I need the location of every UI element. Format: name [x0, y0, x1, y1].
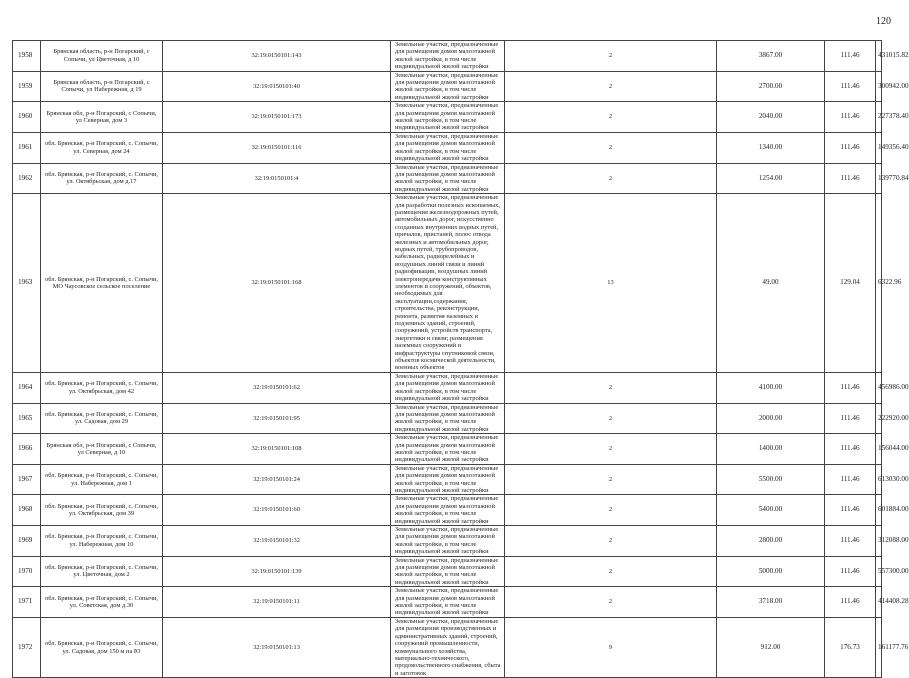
cell-cadastral: 32:19:0150101:62 — [163, 372, 391, 403]
cell-rate: 111.46 — [825, 464, 876, 495]
cell-rate: 129.04 — [825, 194, 876, 373]
cell-category: 2 — [505, 71, 717, 102]
cell-use: Земельные участки, предназначенные для размещения домов малоэтажной жилой застройки, в том числе индивидуальной жилой застройки — [391, 495, 505, 526]
cell-category: 2 — [505, 132, 717, 163]
table-row — [13, 556, 882, 587]
table-row — [13, 495, 882, 526]
cell-address: обл. Брянская, р-н Погарский, с. Сопычи, ул. Садовая, дом 150 м на Ю — [41, 617, 163, 677]
cell-use: Земельные участки, предназначенные для размещения домов малоэтажной жилой застройки, в том числе индивидуальной жилой застройки — [391, 132, 505, 163]
cell-area: 4100.00 — [717, 372, 825, 403]
cell-value: 300942.00 — [876, 71, 882, 102]
cell-use: Земельные участки, предназначенные для размещения домов малоэтажной жилой застройки, в том числе индивидуальной жилой застройки — [391, 556, 505, 587]
cell-area: 1340.00 — [717, 132, 825, 163]
page-number: 120 — [876, 16, 891, 27]
cell-value: 601884.00 — [876, 495, 882, 526]
cell-rate: 111.46 — [825, 372, 876, 403]
cell-num: 1964 — [13, 372, 41, 403]
cell-rate: 111.46 — [825, 132, 876, 163]
cell-cadastral: 32:19:0150101:173 — [163, 102, 391, 133]
cell-category: 2 — [505, 102, 717, 133]
cell-num: 1961 — [13, 132, 41, 163]
cell-num: 1967 — [13, 464, 41, 495]
cell-cadastral: 32:19:0150101:95 — [163, 403, 391, 434]
cell-address: обл. Брянская, р-н Погарский, с. Сопычи, ул. Цветочная, дом 2 — [41, 556, 163, 587]
cell-num: 1959 — [13, 71, 41, 102]
cell-rate: 111.46 — [825, 556, 876, 587]
cell-address: обл. Брянская, р-н Погарский, с. Сопычи, ул. Советская, дом д.30 — [41, 587, 163, 618]
cell-address: Брянская область, р-н Погарский, с Сопычи, ул Набережная, д 19 — [41, 71, 163, 102]
cell-value: 156044.00 — [876, 434, 882, 465]
cell-category: 2 — [505, 526, 717, 557]
cell-use: Земельные участки, предназначенные для размещения домов малоэтажной жилой застройки, в том числе индивидуальной жилой застройки — [391, 587, 505, 618]
cell-cadastral: 32:19:0150101:40 — [163, 71, 391, 102]
cell-category: 2 — [505, 41, 717, 72]
cell-num: 1970 — [13, 556, 41, 587]
cell-use: Земельные участки, предназначенные для размещения домов малоэтажной жилой застройки, в том числе индивидуальной жилой застройки — [391, 41, 505, 72]
cell-num: 1963 — [13, 194, 41, 373]
cell-address: обл. Брянская, р-н Погарский, с. Сопычи, ул. Октябрьская, дом 42 — [41, 372, 163, 403]
cell-cadastral: 32:19:0150101:13 — [163, 617, 391, 677]
table-row — [13, 526, 882, 557]
cell-cadastral: 32:19:0150101:11 — [163, 587, 391, 618]
cell-use: Земельные участки, предназначенные для размещения домов малоэтажной жилой застройки, в том числе индивидуальной жилой застройки — [391, 464, 505, 495]
cell-value: 222920.00 — [876, 403, 882, 434]
cell-use: Земельные участки, предназначенные для размещения производственных и административных зданий, строений, сооружений промышленности, коммунального хозяйства, материально-технического, продовольственного снабжения, сбыта и заготовок — [391, 617, 505, 677]
cell-area: 2040.00 — [717, 102, 825, 133]
cell-address: обл. Брянская, р-н Погарский, с. Сопычи, ул. Садовая, дом 29 — [41, 403, 163, 434]
cell-value: 431015.82 — [876, 41, 882, 72]
cell-rate: 111.46 — [825, 71, 876, 102]
cell-value: 149356.40 — [876, 132, 882, 163]
cell-value: 312088.00 — [876, 526, 882, 557]
cell-rate: 111.46 — [825, 495, 876, 526]
cell-value: 139770.84 — [876, 163, 882, 194]
table-row — [13, 617, 882, 677]
cell-cadastral: 32:19:0150101:168 — [163, 194, 391, 373]
registry-body — [13, 41, 909, 678]
cell-area: 1400.00 — [717, 434, 825, 465]
cell-category: 2 — [505, 495, 717, 526]
table-row — [13, 71, 882, 102]
cell-value: 227378.40 — [876, 102, 882, 133]
table-row — [13, 132, 882, 163]
cell-value: 456986.00 — [876, 372, 882, 403]
cell-use: Земельные участки, предназначенные для размещения домов малоэтажной жилой застройки, в том числе индивидуальной жилой застройки — [391, 102, 505, 133]
table-row — [13, 464, 882, 495]
cell-rate: 111.46 — [825, 434, 876, 465]
cell-cadastral: 32:19:0150101:32 — [163, 526, 391, 557]
cell-category: 2 — [505, 434, 717, 465]
table-row — [13, 194, 882, 373]
cell-area: 49.00 — [717, 194, 825, 373]
table-row — [13, 41, 882, 72]
cell-area: 5500.00 — [717, 464, 825, 495]
cell-cadastral: 32:19:0150101:60 — [163, 495, 391, 526]
cell-address: Брянская область, р-н Погарский, с Сопычи, ул Цветочная, д 10 — [41, 41, 163, 72]
cell-num: 1972 — [13, 617, 41, 677]
table-row — [13, 372, 882, 403]
cell-rate: 176.73 — [825, 617, 876, 677]
cell-use: Земельные участки, предназначенные для размещения домов малоэтажной жилой застройки, в том числе индивидуальной жилой застройки — [391, 434, 505, 465]
cell-num: 1965 — [13, 403, 41, 434]
cell-address: обл. Брянская, р-н Погарский, с. Сопычи, ул. Набережная, дом 1 — [41, 464, 163, 495]
cell-value: 414408.28 — [876, 587, 882, 618]
cell-address: Брянская обл, р-н Погарский, с Сопычи, ул Северная, дом 3 — [41, 102, 163, 133]
cell-address: обл. Брянская, р-н Погарский, с. Сопычи, ул. Октябрьская, дом 39 — [41, 495, 163, 526]
cell-area: 5000.00 — [717, 556, 825, 587]
cell-use: Земельные участки, предназначенные для размещения домов малоэтажной жилой застройки, в том числе индивидуальной жилой застройки — [391, 71, 505, 102]
cell-address: обл. Брянская, р-н Погарский, с. Сопычи, ул. Октябрьская, дом д.17 — [41, 163, 163, 194]
cell-area: 1254.00 — [717, 163, 825, 194]
cell-cadastral: 32:19:0150101:139 — [163, 556, 391, 587]
table-row — [13, 102, 882, 133]
cell-rate: 111.46 — [825, 102, 876, 133]
cell-area: 2000.00 — [717, 403, 825, 434]
cell-rate: 111.46 — [825, 526, 876, 557]
cell-area: 5400.00 — [717, 495, 825, 526]
cell-rate: 111.46 — [825, 163, 876, 194]
cell-category: 9 — [505, 617, 717, 677]
table-row — [13, 403, 882, 434]
cell-cadastral: 32:19:0150101:116 — [163, 132, 391, 163]
cell-rate: 111.46 — [825, 41, 876, 72]
table-row — [13, 434, 882, 465]
cell-value: 161177.76 — [876, 617, 882, 677]
cell-cadastral: 32:19:0150101:108 — [163, 434, 391, 465]
cell-value: 613030.00 — [876, 464, 882, 495]
cell-area: 2800.00 — [717, 526, 825, 557]
cell-use: Земельные участки, предназначенные для размещения домов малоэтажной жилой застройки, в том числе индивидуальной жилой застройки — [391, 163, 505, 194]
land-registry-table — [12, 40, 909, 678]
cell-category: 13 — [505, 194, 717, 373]
cell-cadastral: 32:19:0150101:4 — [163, 163, 391, 194]
cell-num: 1960 — [13, 102, 41, 133]
cell-rate: 111.46 — [825, 403, 876, 434]
cell-use: Земельные участки, предназначенные для размещения домов малоэтажной жилой застройки, в том числе индивидуальной жилой застройки — [391, 526, 505, 557]
cell-category: 2 — [505, 464, 717, 495]
cell-use: Земельные участки, предназначенные для размещения домов малоэтажной жилой застройки, в том числе индивидуальной жилой застройки — [391, 403, 505, 434]
cell-area: 912.00 — [717, 617, 825, 677]
cell-cadastral: 32:19:0150101:143 — [163, 41, 391, 72]
cell-category: 2 — [505, 372, 717, 403]
cell-category: 2 — [505, 587, 717, 618]
cell-num: 1968 — [13, 495, 41, 526]
cell-category: 2 — [505, 556, 717, 587]
cell-category: 2 — [505, 403, 717, 434]
cell-address: обл. Брянская, р-н Погарский, с. Сопычи, ул. Набережная, дом 10 — [41, 526, 163, 557]
cell-value: 6322.96 — [876, 194, 882, 373]
cell-address: Брянская обл, р-н Погарский, с Сопычи, ул Северная, д 10 — [41, 434, 163, 465]
cell-cadastral: 32:19:0150101:24 — [163, 464, 391, 495]
cell-area: 3867.00 — [717, 41, 825, 72]
cell-address: обл. Брянская, р-н Погарский, с. Сопычи, МО Чаусовское сельское поселение — [41, 194, 163, 373]
cell-num: 1962 — [13, 163, 41, 194]
cell-num: 1971 — [13, 587, 41, 618]
cell-num: 1966 — [13, 434, 41, 465]
cell-rate: 111.46 — [825, 587, 876, 618]
cell-address: обл. Брянская, р-н Погарский, с. Сопычи, ул. Северная, дом 24 — [41, 132, 163, 163]
cell-use: Земельные участки, предназначенные для размещения домов малоэтажной жилой застройки, в том числе индивидуальной жилой застройки — [391, 372, 505, 403]
cell-num: 1958 — [13, 41, 41, 72]
cell-category: 2 — [505, 163, 717, 194]
table-row — [13, 587, 882, 618]
cell-area: 2700.00 — [717, 71, 825, 102]
table-row — [13, 163, 882, 194]
cell-num: 1969 — [13, 526, 41, 557]
cell-value: 557300.00 — [876, 556, 882, 587]
cell-use: Земельные участки, предназначенные для разработки полезных ископаемых, размещения железнодорожных путей, автомобильных дорог, искусственно созданных внутренних водных путей, причалов, пристаней, полос отвода железных и автомобильных дорог, водных путей, трубопроводов, кабельных, радиорелейных и воздушных линий связи и линий радиофикации, воздушных линий электропередачи конструктивных элементов и сооружений, объектов, необходимых для эксплуатации,содержания, строительства, реконструкции, ремонта, развития наземных и подземных зданий, строений, сооружений, устройств транспорта, энергетики и связи; размещения наземных сооружений и инфраструктуры спутниковой связи, объектов космической деятельности, военных объектов — [391, 194, 505, 373]
cell-area: 3718.00 — [717, 587, 825, 618]
